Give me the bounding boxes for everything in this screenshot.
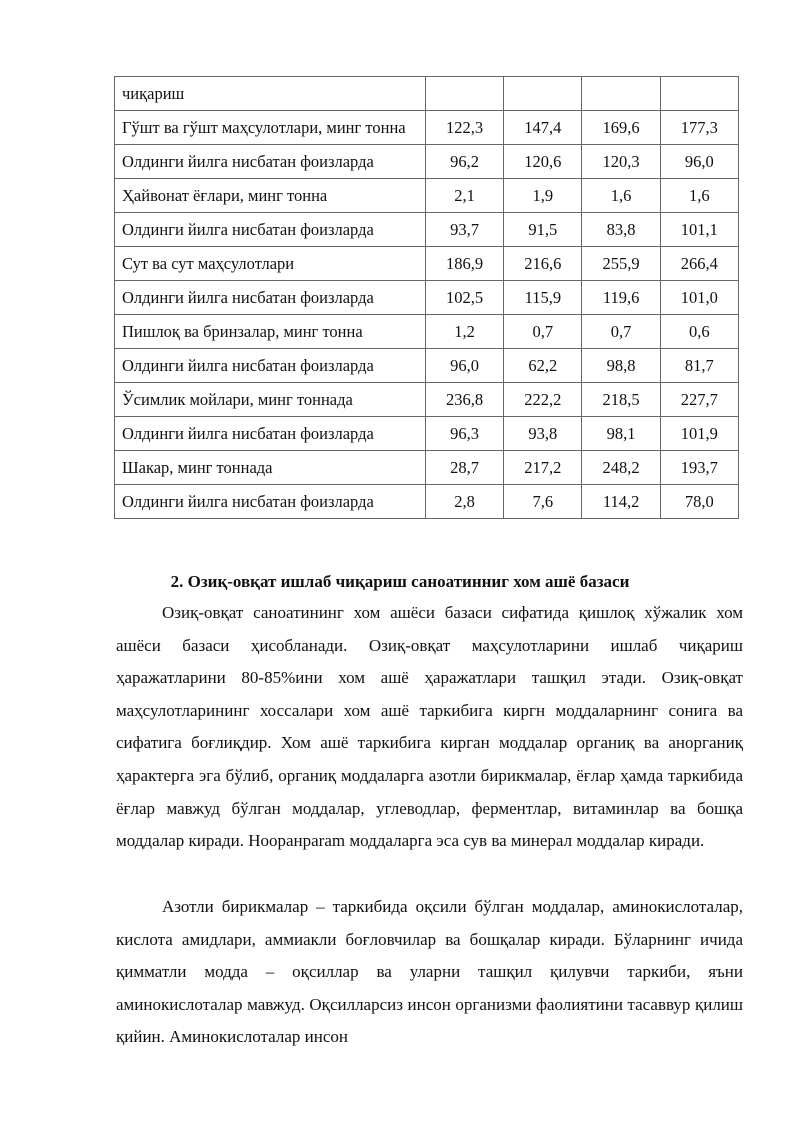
value-cell: 101,9 — [660, 417, 738, 451]
table-row — [115, 383, 739, 417]
value-cell: 177,3 — [660, 111, 738, 145]
value-cell: 193,7 — [660, 451, 738, 485]
value-cell: 91,5 — [504, 213, 582, 247]
row-label-cell: Пишлоқ ва бринзалар, минг тонна — [115, 315, 426, 349]
row-label-cell: Олдинги йилга нисбатан фоизларда — [115, 213, 426, 247]
row-label-cell: Гўшт ва гўшт маҳсулотлари, минг тонна — [115, 111, 426, 145]
value-cell: 217,2 — [504, 451, 582, 485]
row-label-cell: Олдинги йилга нисбатан фоизларда — [115, 417, 426, 451]
value-cell: 96,2 — [425, 145, 503, 179]
value-cell: 115,9 — [504, 281, 582, 315]
value-cell: 0,7 — [582, 315, 660, 349]
value-cell: 7,6 — [504, 485, 582, 519]
value-cell: 266,4 — [660, 247, 738, 281]
value-cell: 96,3 — [425, 417, 503, 451]
table-row — [115, 315, 739, 349]
section-heading: 2. Озиқ-овқат ишлаб чиқариш саноатинниг хом ашё базаси — [170, 572, 630, 591]
row-label-cell: Ўсимлик мойлари, минг тоннада — [115, 383, 426, 417]
value-cell: 83,8 — [582, 213, 660, 247]
table-row — [115, 349, 739, 383]
value-cell: 93,8 — [504, 417, 582, 451]
row-label-cell: Олдинги йилга нисбатан фоизларда — [115, 485, 426, 519]
value-cell — [425, 77, 503, 111]
value-cell: 147,4 — [504, 111, 582, 145]
value-cell: 2,1 — [425, 179, 503, 213]
value-cell: 96,0 — [425, 349, 503, 383]
table-row — [115, 111, 739, 145]
value-cell: 1,2 — [425, 315, 503, 349]
row-label-cell: Олдинги йилга нисбатан фоизларда — [115, 145, 426, 179]
value-cell: 122,3 — [425, 111, 503, 145]
value-cell: 78,0 — [660, 485, 738, 519]
value-cell: 114,2 — [582, 485, 660, 519]
value-cell: 119,6 — [582, 281, 660, 315]
value-cell: 96,0 — [660, 145, 738, 179]
value-cell: 101,1 — [660, 213, 738, 247]
value-cell: 0,7 — [504, 315, 582, 349]
value-cell: 218,5 — [582, 383, 660, 417]
row-label-cell: Шакар, минг тоннада — [115, 451, 426, 485]
value-cell: 93,7 — [425, 213, 503, 247]
value-cell: 98,8 — [582, 349, 660, 383]
paragraph-1: Озиқ-овқат саноатининг хом ашёси базаси сифатида қишлоқ хўжалик хом ашёси базаси ҳисобланади. Озиқ-овқат маҳсулотларини ишлаб чиқариш ҳаражатларини 80-85%ини хом ашё ҳаражатлари ташқил этади. Озиқ-овқат маҳсулотларининг хоссалари хом ашё таркибига киргн моддаларнинг сонига ва сифатига боғлиқдир. Хом ашё таркибига кирган моддалар органиқ ва анорганиқ ҳарактерга эга бўлиб, органиқ моддаларга азотли бирикмалар, ёғлар ҳамда таркибида ёғлар мавжуд бўлган моддалар, углеводлар, ферментлар, витаминлар ва бошқа моддалар киради. Нооранparam моддаларга эса сув ва минерал моддалар киради. — [116, 603, 743, 851]
paragraph-2: Азотли бирикмалар – таркибида оқсили бўлган моддалар, аминокислоталар, кислота амидлари, аммиакли боғловчилар ва бошқалар киради. Бўларнинг ичида қимматли модда – оқсиллар ва уларни ташқил қилувчи таркиби, яъни аминокислоталар мавжуд. Оқсилларсиз инсон организми фаолиятини тасаввур қилиш қийин. Аминокислоталар инсон — [116, 897, 743, 1047]
table-row — [115, 281, 739, 315]
value-cell: 248,2 — [582, 451, 660, 485]
table-row — [115, 451, 739, 485]
value-cell: 0,6 — [660, 315, 738, 349]
value-cell: 227,7 — [660, 383, 738, 417]
value-cell: 98,1 — [582, 417, 660, 451]
table-row — [115, 485, 739, 519]
table-row — [115, 179, 739, 213]
table-row — [115, 247, 739, 281]
value-cell: 81,7 — [660, 349, 738, 383]
value-cell: 102,5 — [425, 281, 503, 315]
value-cell — [504, 77, 582, 111]
table-row — [115, 417, 739, 451]
statistics-table — [114, 76, 739, 519]
value-cell: 216,6 — [504, 247, 582, 281]
value-cell: 222,2 — [504, 383, 582, 417]
row-label-cell: Ҳайвонат ёғлари, минг тонна — [115, 179, 426, 213]
value-cell: 101,0 — [660, 281, 738, 315]
value-cell: 1,6 — [660, 179, 738, 213]
value-cell: 1,9 — [504, 179, 582, 213]
value-cell: 186,9 — [425, 247, 503, 281]
value-cell — [582, 77, 660, 111]
table-row — [115, 145, 739, 179]
value-cell: 1,6 — [582, 179, 660, 213]
value-cell: 236,8 — [425, 383, 503, 417]
value-cell: 120,6 — [504, 145, 582, 179]
value-cell: 62,2 — [504, 349, 582, 383]
value-cell — [660, 77, 738, 111]
statistics-table-body — [115, 77, 739, 519]
row-label-cell: Сут ва сут маҳсулотлари — [115, 247, 426, 281]
value-cell: 28,7 — [425, 451, 503, 485]
row-label-cell: Олдинги йилга нисбатан фоизларда — [115, 349, 426, 383]
row-label-cell: Олдинги йилга нисбатан фоизларда — [115, 281, 426, 315]
row-label-cell: чиқариш — [115, 77, 426, 111]
value-cell: 120,3 — [582, 145, 660, 179]
table-row — [115, 77, 739, 111]
table-row — [115, 213, 739, 247]
value-cell: 255,9 — [582, 247, 660, 281]
value-cell: 169,6 — [582, 111, 660, 145]
value-cell: 2,8 — [425, 485, 503, 519]
